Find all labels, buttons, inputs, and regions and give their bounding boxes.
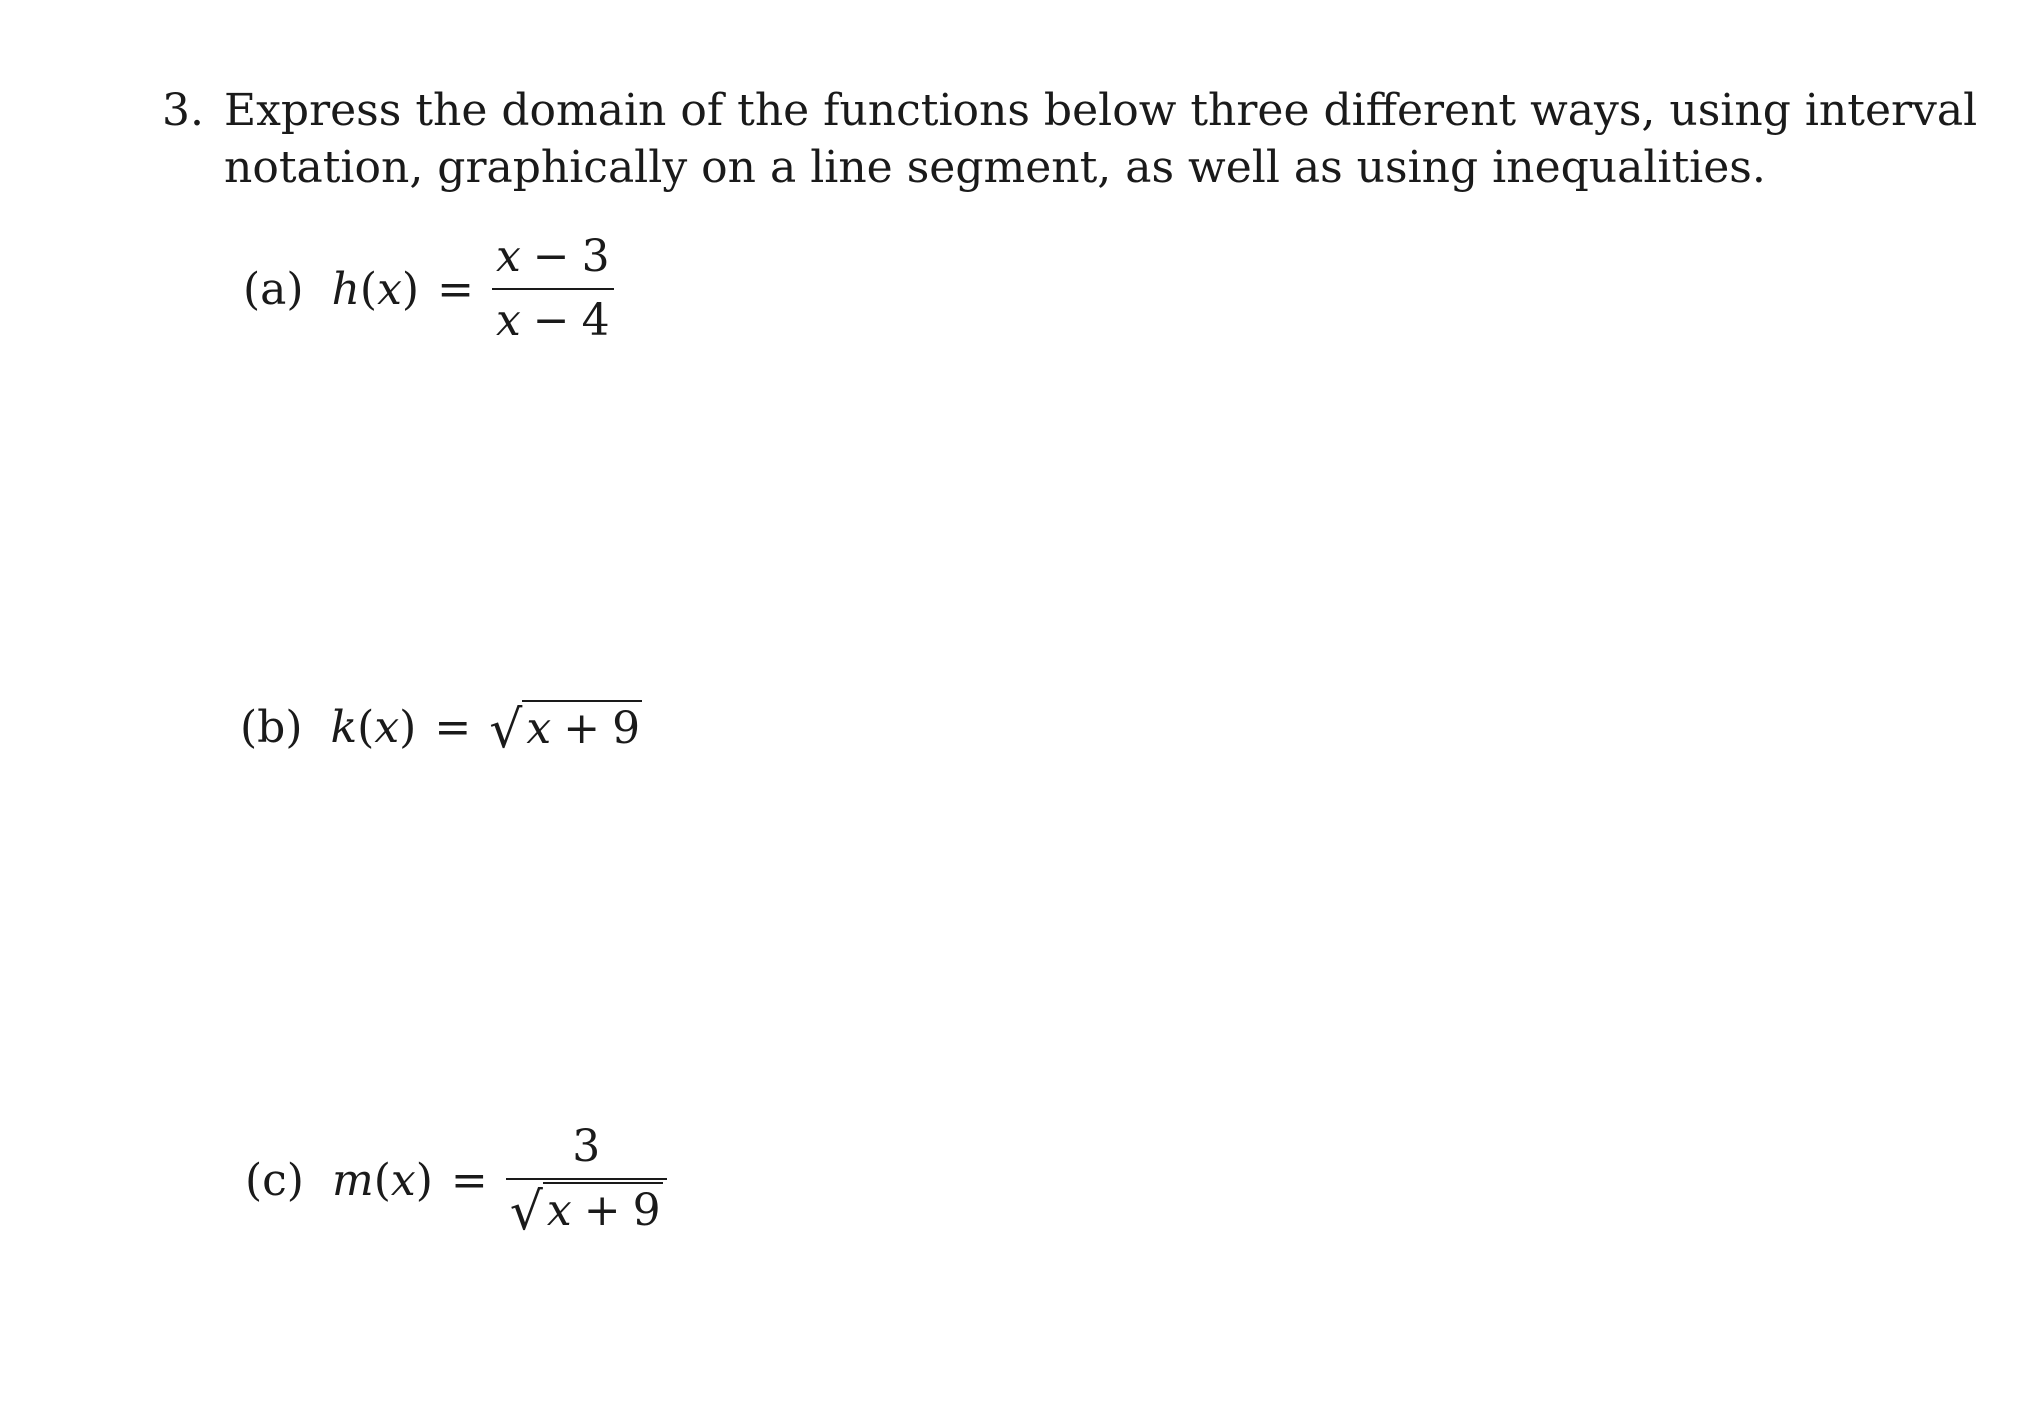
problem-instructions: Express the domain of the functions below three different ways, using interval notation, graphically on a line segment, as well as using inequalities. (224, 85, 1978, 193)
part-c-label: (c) (245, 1154, 304, 1206)
part-b-label: (b) (240, 701, 303, 753)
part-b-radicand: x + 9 (522, 700, 642, 754)
problem-number: 3. (162, 85, 204, 136)
part-c-argument: (x) (373, 1154, 433, 1206)
part-a-equals: = (437, 263, 474, 315)
part-c-fraction (506, 1118, 667, 1242)
part-c (245, 1118, 667, 1242)
part-b-square-root (489, 700, 642, 760)
part-a-label: (a) (243, 263, 304, 315)
part-b-equals: = (434, 701, 472, 753)
part-a-fraction-bar (492, 288, 614, 290)
part-c-numerator: 3 (572, 1121, 601, 1172)
part-c-radicand: x + 9 (543, 1182, 663, 1236)
part-a-fraction (492, 228, 614, 350)
part-b-argument: (x) (357, 701, 417, 753)
part-c-equals: = (450, 1154, 488, 1206)
part-a-argument: (x) (359, 263, 420, 315)
part-a (243, 228, 614, 350)
part-c-fraction-bar (506, 1178, 667, 1180)
part-c-denominator (506, 1182, 667, 1242)
part-b (240, 700, 642, 760)
radical-sign-icon: √ (489, 700, 523, 760)
part-a-denominator: x − 4 (495, 295, 610, 346)
part-c-square-root (509, 1182, 663, 1242)
part-a-numerator: x − 3 (495, 231, 610, 282)
radical-sign-icon: √ (509, 1182, 543, 1242)
part-c-function-name: m (331, 1154, 374, 1206)
part-b-function-name: k (330, 701, 358, 753)
part-a-function-name: h (331, 263, 360, 315)
